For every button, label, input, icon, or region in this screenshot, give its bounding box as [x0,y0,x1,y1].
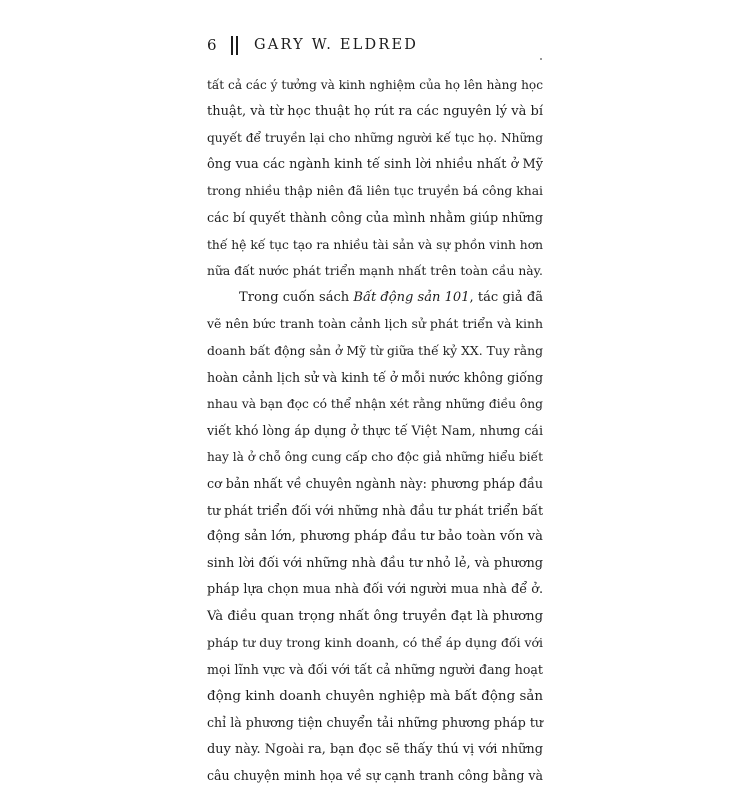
body-text [207,72,543,790]
text-line: thuật, và từ học thuật họ rút ra các nguyên lý và bí [207,103,544,119]
text-line: hoàn cảnh lịch sử và kinh tế ở mỗi nước không giống [207,369,543,385]
text-line: hay là ở chỗ ông cung cấp cho độc giả những hiểu biết [207,450,543,465]
book-title: Bất động sản 101 [353,289,470,305]
text-run: Trong cuốn sách [239,289,354,305]
text-line: vẽ nên bức tranh toàn cảnh lịch sử phát triển và kinh [207,316,543,332]
text-line: ông vua các ngành kinh tế sinh lời nhiều nhất ở Mỹ [207,156,543,172]
text-line: câu chuyện minh họa về sự cạnh tranh công bằng và [207,768,543,784]
text-line: động kinh doanh chuyên nghiệp mà bất động sản [207,688,543,704]
text-line: trong nhiều thập niên đã liên tục truyền bá công khai [207,184,543,199]
text-line: Và điều quan trọng nhất ông truyền đạt là phương [207,608,543,624]
text-line: mọi lĩnh vực và đối với tất cả những người đang hoạt [207,662,543,678]
text-line: chỉ là phương tiện chuyển tải những phương pháp tư [207,715,543,731]
print-speck [540,58,542,60]
text-line: cơ bản nhất về chuyên ngành này: phương pháp đầu [207,475,543,491]
page-number: 6 [207,36,217,54]
paragraph-first-line [207,285,543,312]
text-line: pháp tư duy trong kinh doanh, có thể áp dụng đối với [207,635,543,651]
header-divider [231,36,238,55]
text-line: duy này. Ngoài ra, bạn đọc sẽ thấy thú vị với những [207,741,543,757]
text-line: động sản lớn, phương pháp đầu tư bảo toàn vốn và [207,529,543,545]
text-line: nhau và bạn đọc có thể nhận xét rằng những điều ông [207,397,543,412]
author-name: GARY W. ELDRED [254,37,419,53]
text-line: tư phát triển đối với những nhà đầu tư phát triển bất [207,502,544,518]
text-line: nữa đất nước phát triển mạnh nhất trên toàn cầu này. [207,264,543,279]
running-head [207,34,418,56]
text-line: tất cả các ý tưởng và kinh nghiệm của họ lên hàng học [207,78,543,92]
text-line: sinh lời đối với những nhà đầu tư nhỏ lẻ, và phương [207,555,543,571]
text-line: thế hệ kế tục tạo ra nhiều tài sản và sự phồn vinh hơn [207,237,543,252]
text-line: các bí quyết thành công của mình nhằm giúp những [207,209,543,225]
text-line: doanh bất động sản ở Mỹ từ giữa thế kỷ XX. Tuy rằng [207,342,543,358]
text-line: pháp lựa chọn mua nhà đối với người mua nhà để ở. [207,582,544,598]
text-line: viết khó lòng áp dụng ở thực tế Việt Nam, nhưng cái [207,422,543,438]
text-line: quyết để truyền lại cho những người kế tục họ. Những [207,131,543,146]
text-run: , tác giả đã [469,289,543,305]
